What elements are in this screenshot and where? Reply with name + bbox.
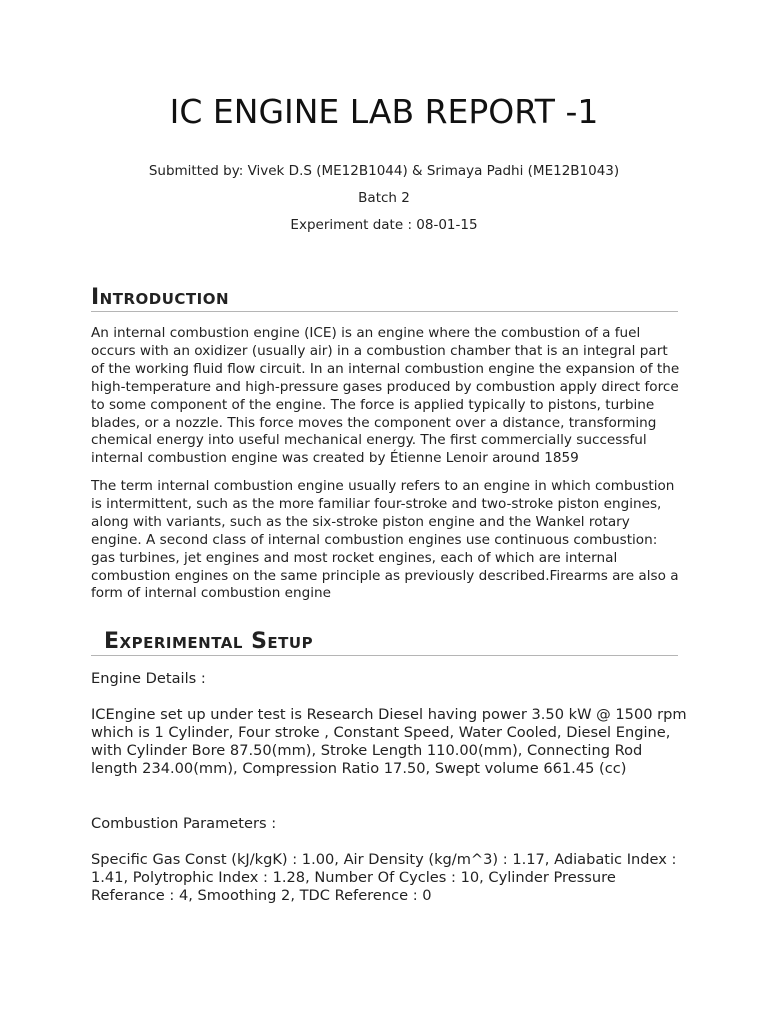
engine-details-label: Engine Details : [91, 670, 206, 687]
submitted-by: Submitted by: Vivek D.S (ME12B1044) & Srimaya Padhi (ME12B1043) [148, 163, 620, 179]
introduction-paragraph-2: The term internal combustion engine usually refers to an engine in which combustion is intermittent, such as the more familiar four-stroke and two-stroke piston engines, along with variants, such as the six-stroke piston engine and the Wankel rotary engine. A second class of internal combustion engines use continuous combustion: gas turbines, jet engines and most rocket engines, each of which are internal combustion engines on the same principle as previously described.Firearms are also a form of internal combustion engine [91, 478, 679, 602]
batch: Batch 2 [358, 190, 410, 206]
experiment-date: Experiment date : 08-01-15 [290, 217, 478, 233]
combustion-parameters-label: Combustion Parameters : [91, 815, 277, 832]
experimental-setup-heading: Experimental Setup [91, 629, 678, 656]
combustion-parameters-text: Specific Gas Const (kJ/kgK) : 1.00, Air Density (kg/m^3) : 1.17, Adiabatic Index : 1.41, Polytrophic Index : 1.28, Number Of Cycles : 10, Cylinder Pressure Referance : 4, Smoothing 2, TDC Reference : 0 [91, 851, 677, 904]
introduction-paragraph-1: An internal combustion engine (ICE) is an engine where the combustion of a fuel occurs with an oxidizer (usually air) in a combustion chamber that is an integral part of the working fluid flow circuit. In an internal combustion engine the expansion of the high-temperature and high-pressure gases produced by combustion apply direct force to some component of the engine. The force is applied typically to pistons, turbine blades, or a nozzle. This force moves the component over a distance, transforming chemical energy into useful mechanical energy. The first commercially successful internal combustion engine was created by Étienne Lenoir around 1859 [91, 325, 680, 467]
engine-details-text: ICEngine set up under test is Research Diesel having power 3.50 kW @ 1500 rpm which is 1 Cylinder, Four stroke , Constant Speed, Water Cooled, Diesel Engine, with Cylinder Bore 87.50(mm), Stroke Length 110.00(mm), Connecting Rod length 234.00(mm), Compression Ratio 17.50, Swept volume 661.45 (cc) [91, 706, 687, 777]
introduction-heading: Introduction [91, 285, 678, 312]
report-title: IC ENGINE LAB REPORT -1 [169, 92, 599, 131]
